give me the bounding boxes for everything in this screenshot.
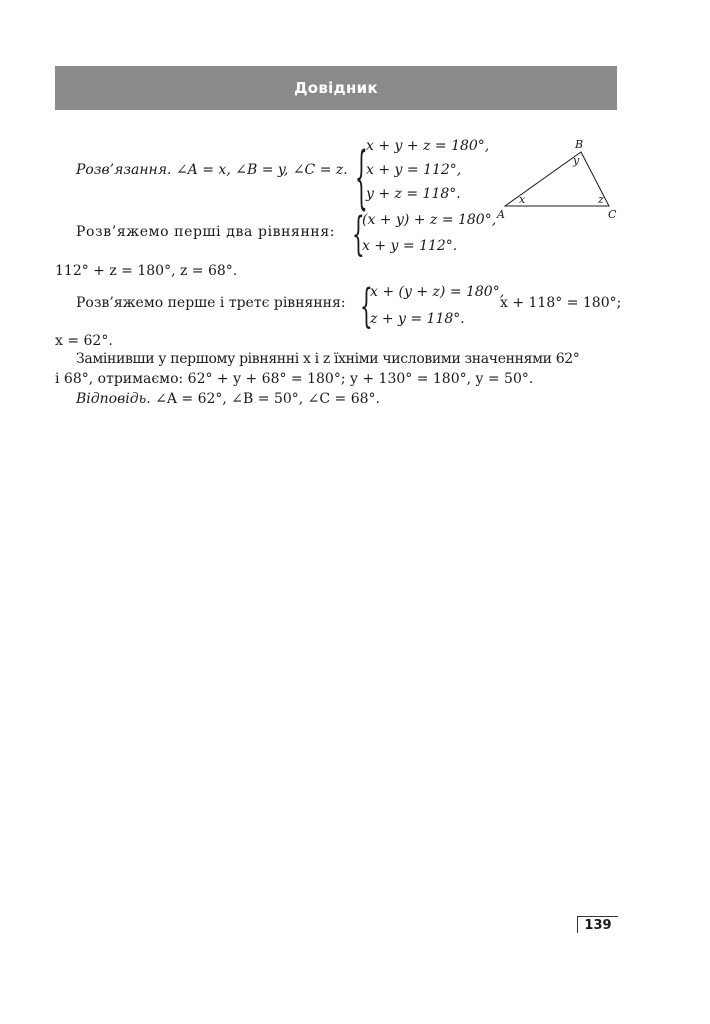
- brace: {: [355, 136, 368, 218]
- answer-label: Відповідь.: [76, 391, 151, 407]
- section-title: Довідник: [294, 79, 378, 97]
- answer-text: ∠A = 62°, ∠B = 50°, ∠C = 68°.: [155, 391, 380, 407]
- angle-label-z: z: [598, 193, 604, 206]
- equation: x + (y + z) = 180°,: [370, 284, 505, 300]
- equation: x + y + z = 180°,: [366, 138, 490, 154]
- step2-after: x + 118° = 180°;: [500, 295, 622, 311]
- brace: {: [352, 206, 365, 262]
- brace: {: [360, 278, 373, 334]
- equation: x + y = 112°,: [366, 162, 462, 178]
- equation: y + z = 118°.: [366, 186, 461, 202]
- solution-line: [76, 163, 348, 177]
- solution-label: Розв’язання.: [76, 162, 172, 178]
- answer-line: [76, 392, 380, 406]
- vertex-label-a: A: [497, 208, 505, 221]
- step2-result: x = 62°.: [55, 333, 113, 349]
- vertex-label-c: C: [608, 208, 617, 221]
- step1-result: 112° + z = 180°, z = 68°.: [55, 263, 238, 279]
- vertex-label-b: B: [575, 138, 584, 151]
- step1-text: Розв’яжемо перші два рівняння:: [76, 224, 336, 240]
- section-header: [55, 66, 617, 110]
- equation: (x + y) + z = 180°,: [362, 212, 497, 228]
- angle-label-x: x: [519, 193, 526, 206]
- angle-assignment: ∠A = x, ∠B = y, ∠C = z.: [175, 162, 348, 178]
- step2-text: Розв’яжемо перше і третє рівняння:: [76, 295, 346, 311]
- equation: z + y = 118°.: [370, 311, 465, 327]
- step3-line1: Замінивши у першому рівнянні x і z їхніми числовими значеннями 62°: [76, 351, 580, 367]
- page-number: 139: [577, 916, 618, 933]
- triangle-figure: [493, 136, 623, 222]
- equation: x + y = 112°.: [362, 238, 458, 254]
- angle-label-y: y: [573, 154, 580, 167]
- step3-line2: і 68°, отримаємо: 62° + y + 68° = 180°; y + 130° = 180°, y = 50°.: [55, 371, 534, 387]
